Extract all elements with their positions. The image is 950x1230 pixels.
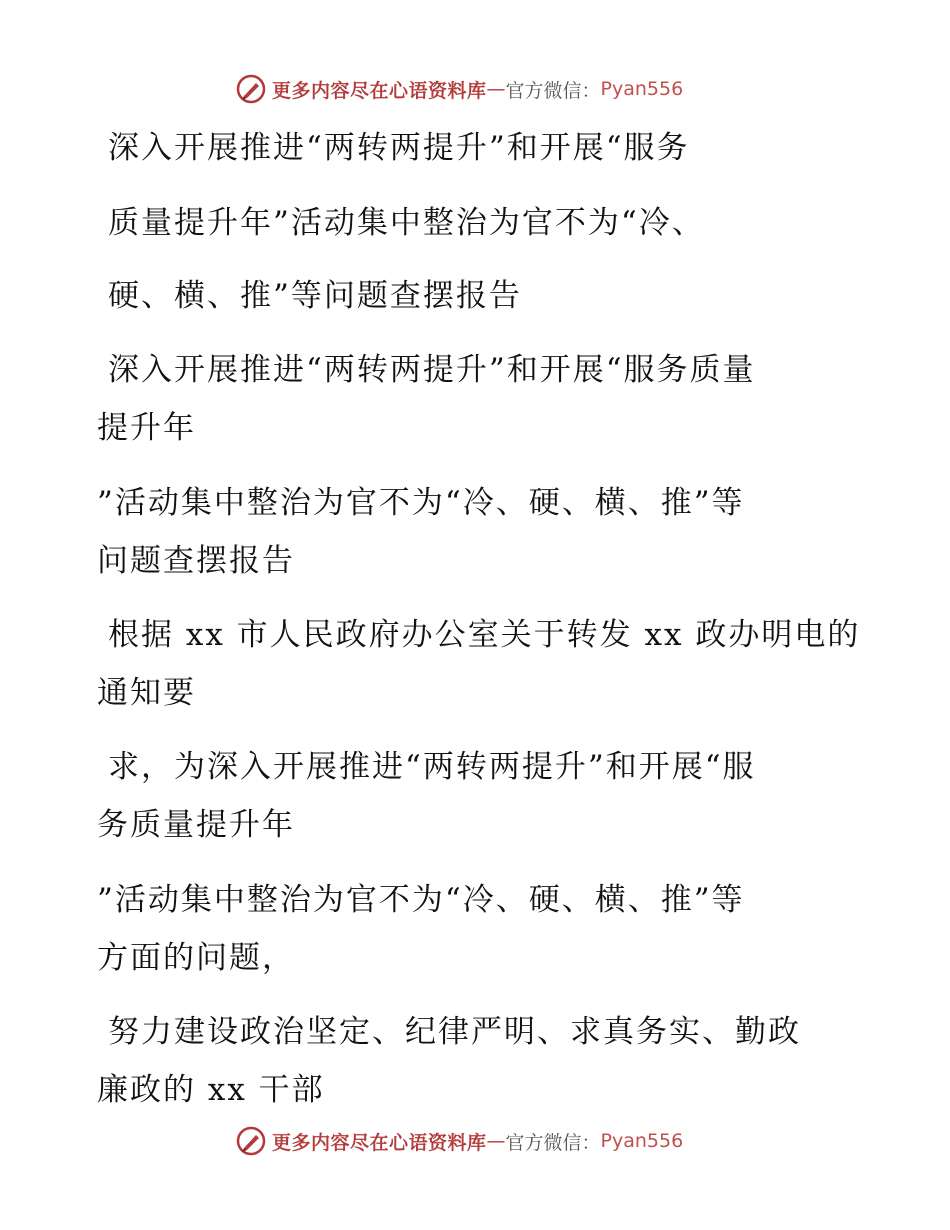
body-line: 求，为深入开展推进“两转两提升”和开展“服 bbox=[108, 749, 756, 785]
watermark-brand: 更多内容尽在心语资料库 bbox=[272, 1131, 487, 1154]
body-line: ”活动集中整治为官不为“冷、硬、横、推”等 bbox=[97, 485, 745, 521]
header-watermark bbox=[236, 72, 683, 106]
body-line: ”活动集中整治为官不为“冷、硬、横、推”等 bbox=[97, 882, 745, 918]
body-line: 根据 xx 市人民政府办公室关于转发 xx 政办明电的 bbox=[108, 617, 861, 653]
title-line-1: 深入开展推进“两转两提升”和开展“服务 bbox=[108, 130, 690, 166]
body-line: 提升年 bbox=[97, 410, 196, 446]
watermark-brand: 更多内容尽在心语资料库 bbox=[272, 79, 487, 102]
title-line-2: 质量提升年”活动集中整治为官不为“冷、 bbox=[108, 205, 705, 241]
quill-logo-icon bbox=[236, 74, 266, 104]
quill-logo-icon bbox=[236, 1126, 266, 1156]
watermark-label: 官方微信： bbox=[505, 79, 601, 102]
watermark-id: Pyan556 bbox=[600, 1130, 684, 1152]
title-line-3: 硬、横、推”等问题查摆报告 bbox=[108, 278, 522, 314]
watermark-dash: — bbox=[486, 78, 506, 100]
body-line: 廉政的 xx 干部 bbox=[97, 1072, 325, 1108]
footer-watermark bbox=[236, 1124, 683, 1158]
watermark-label: 官方微信： bbox=[505, 1131, 601, 1154]
body-line: 通知要 bbox=[97, 675, 196, 711]
watermark-dash: — bbox=[486, 1130, 506, 1152]
body-line: 努力建设政治坚定、纪律严明、求真务实、勤政 bbox=[108, 1014, 801, 1050]
watermark-id: Pyan556 bbox=[600, 78, 684, 100]
body-line: 方面的问题， bbox=[97, 940, 295, 976]
body-line: 务质量提升年 bbox=[97, 807, 295, 843]
body-line: 深入开展推进“两转两提升”和开展“服务质量 bbox=[108, 352, 756, 388]
body-line: 问题查摆报告 bbox=[97, 543, 295, 579]
